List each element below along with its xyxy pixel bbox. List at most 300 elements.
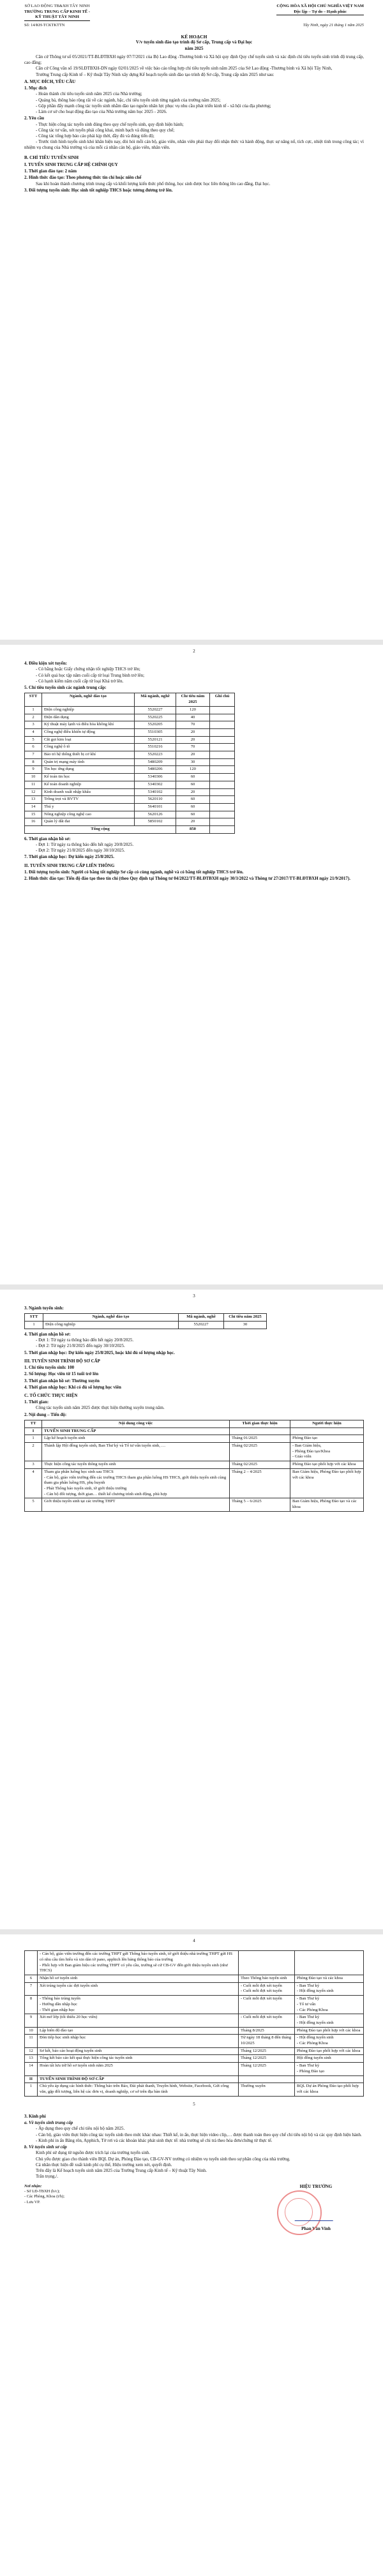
lienthong-table-header — [25, 1314, 267, 1322]
yeu-cau-1: - Thực hiện công tác tuyển sinh đúng theo quy chế tuyển sinh, quy định hiện hành; — [36, 121, 184, 127]
quota-cell-stt: 2 — [25, 714, 42, 721]
c-2-title: 2. Nội dung – Tiến độ: — [24, 1412, 67, 1417]
sc-1: 1. Chỉ tiêu tuyển sinh: 100 — [24, 1365, 75, 1371]
schedule-cell-stt: 3 — [25, 1461, 42, 1469]
schedule-cell-stt: 14 — [25, 2063, 38, 2075]
page-3 — [0, 1290, 383, 1929]
quota-cell-quota: 20 — [176, 736, 210, 744]
table-row — [25, 803, 235, 811]
table-row — [25, 1461, 364, 1469]
quota-th-note: Ghi chú — [210, 693, 235, 706]
schedule-cell-content: - Cán bộ, giáo viên trường đến các trường THPT gửi Thông báo tuyển sinh, tờ giới thiệu nhà trường THPT gửi HS có nhu cầu tìm hiểu và xin dán tờ pano, apphich lên bảng thông báo của trường - Phối hợp với Ban giám hiệu các trường THPT có yêu cầu, trường sẽ cử CB-GV đến giới thiệu tuyển sinh (như THCS) — [38, 1951, 239, 1975]
c-3a-2: - Cán bộ, giáo viên thực hiện công tác tuyển sinh theo mức khác nhau: Thiết kế, in ấn, thực hiện video clip,… được thanh toán theo quy chế chi tiêu nội bộ và các quy định hiện hành. — [36, 2132, 362, 2137]
schedule-cell-time: Tháng 5 – 6/2025 — [230, 1498, 290, 1511]
sch-th-stt: TT — [25, 1420, 42, 1427]
quota-th-code: Mã ngành, nghề — [135, 693, 176, 706]
quota-cell-code: 5340306 — [135, 774, 176, 781]
quota-cell-code: 5520205 — [135, 721, 176, 729]
tc-4-3: - Có hạnh kiểm năm cuối cấp từ loại Khá trở lên. — [36, 678, 124, 684]
lt-cell-name: Điện công nghiệp — [43, 1322, 179, 1329]
page-number-2: 2 — [193, 649, 195, 654]
schedule-cell-time — [230, 1427, 290, 1435]
schedule-cell-content: TUYỂN SINH TRÌNH ĐỘ SƠ CẤP — [38, 2075, 239, 2083]
yeu-cau-title: 2. Yêu cầu — [24, 116, 45, 121]
page-number-5: 5 — [193, 2101, 195, 2107]
table-row — [25, 2047, 364, 2055]
muc-dich-1: - Hoàn thành chỉ tiêu tuyển sinh năm 2025 của Nhà trường; — [36, 91, 142, 97]
subtitle-line2: năm 2025 — [184, 45, 204, 51]
quota-cell-name: Kế toán tin học — [42, 774, 135, 781]
schedule-cell-time: Tháng 02/2025 — [230, 1443, 290, 1461]
schedule-cell-time: Thường xuyên — [239, 2083, 295, 2096]
quota-cell-name: Điện dân dụng — [42, 714, 135, 721]
sch-th-time: Thời gian thực hiện — [230, 1420, 290, 1427]
table-row — [25, 1468, 364, 1498]
lt-4-2: - Đợt 2: Từ ngày 21/8/2025 đến ngày 30/10/2025. — [36, 1343, 125, 1349]
schedule-cell-stt: I — [25, 1427, 42, 1435]
schedule-cell-time: Từ ngày 18 tháng 8 đến tháng 10/2025 — [239, 2035, 295, 2047]
table-row — [25, 751, 235, 759]
doc-number: Số: 14/KH-TCKTKTTN — [24, 23, 65, 28]
closing-2: Trân trọng./. — [36, 2174, 58, 2180]
org-line3: KỸ THUẬT TÂY NINH — [24, 15, 90, 21]
lt-th-quota: Chỉ tiêu năm 2025 — [224, 1314, 267, 1322]
section-b-i: I. TUYỂN SINH TRUNG CẤP HỆ CHÍNH QUY — [24, 162, 118, 167]
schedule-section-row — [25, 1427, 364, 1435]
nation-line2: Độc lập – Tự do – Hạnh phúc — [276, 10, 364, 16]
schedule-cell-stt: II — [25, 2075, 38, 2083]
handwritten-signature — [295, 2209, 338, 2221]
schedule-cell-time: Tháng 12/2025 — [239, 2055, 295, 2063]
table-row — [25, 714, 235, 721]
lt-cell-stt: 1 — [25, 1322, 43, 1329]
table-row — [25, 728, 235, 736]
doc-subtitle — [24, 40, 364, 51]
schedule-cell-content: Hoàn tất lưu trữ hồ sơ tuyển sinh năm 2025 — [38, 2063, 239, 2075]
muc-dich-4: - Làm cơ sở cho hoạt động đào tạo của Nhà trường năm học 2025 - 2026. — [36, 109, 167, 115]
quota-cell-stt: 6 — [25, 744, 42, 751]
lt-th-name: Ngành, nghề đào tạo — [43, 1314, 179, 1322]
quota-cell-name: Thú y — [42, 803, 135, 811]
quota-cell-quota: 20 — [176, 728, 210, 736]
quota-cell-quota: 20 — [176, 751, 210, 759]
tc-1: 1. Thời gian đào tạo: 2 năm — [24, 169, 77, 174]
lt-4-title: 4. Thời gian nhận hồ sơ: — [24, 1331, 71, 1337]
quota-cell-code: 5480209 — [135, 758, 176, 766]
lt-1: 1. Đối tượng tuyển sinh: Người có bằng tốt nghiệp Sơ cấp có cùng ngành, nghề và có bằng tốt nghiệp THCS trở lên. — [24, 869, 244, 875]
quota-cell-stt: 15 — [25, 811, 42, 818]
schedule-cell-stt: 2 — [25, 1443, 42, 1461]
schedule-cell-stt: 12 — [25, 2047, 38, 2055]
recipients-block — [24, 2184, 64, 2232]
place-date: Tây Ninh, ngày 21 tháng 1 năm 2025 — [303, 23, 364, 28]
quota-cell-quota: 70 — [176, 744, 210, 751]
quota-cell-quota: 60 — [176, 796, 210, 804]
quota-cell-code: 5520225 — [135, 714, 176, 721]
schedule-cell-content: - Thông báo trúng tuyển - Hướng dẫn nhập học - Thời gian nhập học — [38, 1996, 239, 2014]
quota-cell-code: 5520121 — [135, 736, 176, 744]
quota-cell-stt: 4 — [25, 728, 42, 736]
quota-cell-name: Trồng trọt và BVTV — [42, 796, 135, 804]
quota-cell-code: 5510216 — [135, 744, 176, 751]
quota-cell-code: 5620126 — [135, 811, 176, 818]
schedule-cell-content: Giới thiệu tuyển sinh tại các trường THPT — [42, 1498, 230, 1511]
table-row — [25, 1996, 364, 2014]
schedule-cell-time — [239, 2075, 295, 2083]
quota-cell-stt: 8 — [25, 758, 42, 766]
lt-cell-code: 5520227 — [179, 1322, 224, 1329]
schedule-cell-time: Tháng 02/2025 — [230, 1461, 290, 1469]
muc-dich-3: - Gộp phần đẩy mạnh công tác tuyển sinh nhằm đào tạo nguồn nhân lực phục vụ nhu cầu phát triển kinh tế - xã hội của địa phương; — [36, 103, 271, 109]
org-line2: TRƯỜNG TRUNG CẤP KINH TẾ - — [24, 9, 91, 14]
schedule-cell-who: - Hội đồng tuyển sinh - Các Phòng/Khoa — [295, 2035, 364, 2047]
table-row — [25, 1982, 364, 1995]
quota-cell-code: 5620110 — [135, 796, 176, 804]
schedule-cell-content: TUYỂN SINH TRUNG CẤP — [42, 1427, 230, 1435]
quota-cell-code: 5480206 — [135, 766, 176, 774]
table-row — [25, 774, 235, 781]
c-3b-title: b. Về tuyển sinh sơ cấp — [24, 2144, 67, 2150]
tc-4-2: - Có kết quả học tập năm cuối cấp từ loại Trung bình trở lên; — [36, 672, 145, 678]
quota-cell-name: Kinh doanh xuất nhập khẩu — [42, 788, 135, 796]
section-c: C. TỔ CHỨC THỰC HIỆN — [24, 1392, 78, 1398]
tc-2: 2. Hình thức đào tạo: Theo phương thức tín chỉ hoặc niên chế — [24, 175, 142, 181]
quota-cell-name: Tin học ứng dụng — [42, 766, 135, 774]
schedule-cell-stt: 1 — [25, 1435, 42, 1443]
schedule-cell-content: Lập kế hoạch tuyển sinh — [42, 1435, 230, 1443]
c-3b-3: Cá nhân thực hiện đề xuất kinh phí cụ thể, Hiệu trưởng xem xét, quyết định. — [36, 2162, 172, 2167]
schedule-cell-time: - Cuối mỗi đợt xét tuyển - Cuối mỗi đợt xét tuyển — [239, 1982, 295, 1995]
tc-7: 7. Thời gian nhập học: Dự kiến ngày 25/8/2025. — [24, 854, 114, 860]
quota-cell-note — [210, 736, 235, 744]
quota-th-stt: STT — [25, 693, 42, 706]
schedule-cell-time: Theo Thông báo tuyển sinh — [239, 1975, 295, 1983]
page-2 — [0, 645, 383, 1284]
closing-1: Trên đây là Kế hoạch tuyển sinh năm 2025 của Trường Trung cấp Kinh tế – Kỹ thuật Tây Ninh. — [36, 2168, 207, 2174]
quota-cell-code: 5510305 — [135, 728, 176, 736]
quota-cell-quota: 60 — [176, 781, 210, 788]
schedule-cell-who: - Ban Thư ký - Hội đồng tuyển sinh — [295, 2014, 364, 2027]
quota-cell-note — [210, 766, 235, 774]
signature-area — [24, 2184, 364, 2232]
schedule-cell-stt: 4 — [25, 1468, 42, 1498]
quota-cell-note — [210, 781, 235, 788]
quota-cell-note — [210, 818, 235, 826]
lt-cell-quota: 30 — [224, 1322, 267, 1329]
schedule-section-row — [25, 2075, 364, 2083]
schedule-body-part2 — [25, 1951, 364, 2096]
table-row — [25, 796, 235, 804]
quota-cell-note — [210, 751, 235, 759]
quota-total-label: Tổng cộng — [25, 826, 176, 834]
recipient-2: - Các Phòng, Khoa (t/h); — [24, 2194, 65, 2199]
lt-4-1: - Đợt 1: Từ ngày ra thông báo đến hết ngày 20/8/2025. — [36, 1337, 134, 1343]
schedule-cell-who: - Ban Thư ký - Hội đồng tuyển sinh — [295, 1982, 364, 1995]
intro-1: Căn cứ Thông tư số 05/2021/TT-BLĐTBXH ngày 07/7/2021 của Bộ Lao động -Thương binh và Xã hội quy định Quy chế tuyển sinh và xác định chỉ tiêu tuyển sinh trình độ trung cấp, cao đẳng; — [24, 54, 364, 66]
quota-cell-note — [210, 721, 235, 729]
schedule-cell-stt: 5 — [25, 1498, 42, 1511]
table-row — [25, 758, 235, 766]
quota-cell-quota: 70 — [176, 721, 210, 729]
schedule-cell-content: Thành lập Hội đồng tuyển sinh, Ban Thư ký và Tổ tư vấn tuyển sinh, … — [42, 1443, 230, 1461]
c-3a-1: - Áp dụng theo quy chế chi tiêu nội bộ năm 2025. — [36, 2126, 125, 2132]
tc-3: 3. Đối tượng tuyển sinh: Học sinh tốt nghiệp THCS hoặc tương đương trở lên. — [24, 187, 173, 193]
schedule-cell-content: Tổng kết báo cáo kết quả thực hiện công tác tuyển sinh — [38, 2055, 239, 2063]
schedule-cell-time: Tháng 12/2025 — [239, 2063, 295, 2075]
table-row — [25, 736, 235, 744]
quota-cell-name: Quản trị mạng máy tính — [42, 758, 135, 766]
yeu-cau-4: - Trước tình hình tuyển sinh khó khăn hiện nay, đòi hỏi mỗi cán bộ, giáo viên, nhân viên phải thay đổi nhận thức và hành động, thực sự năng nổ, tích cực, nhiệt tình trong công tác; vì nhiệm vụ chung của Nhà trường và của mỗi cá nhân cán bộ, giáo viên, nhân viên. — [24, 139, 364, 151]
doc-meta — [24, 23, 364, 28]
tc-6-1: - Đợt 1: Từ ngày ra thông báo đến hết ngày 20/8/2025. — [36, 842, 134, 847]
quota-cell-name: Điện công nghiệp — [42, 706, 135, 714]
lienthong-table — [24, 1313, 267, 1329]
table-row — [25, 2014, 364, 2027]
schedule-cell-stt: 6 — [25, 1975, 38, 1983]
schedule-body-part1 — [25, 1427, 364, 1511]
quota-cell-name: Kế toán doanh nghiệp — [42, 781, 135, 788]
quota-cell-code: 5640101 — [135, 803, 176, 811]
quota-cell-name: Công nghệ ô tô — [42, 744, 135, 751]
schedule-cell-stt: 7 — [25, 1982, 38, 1995]
schedule-cell-content: Chủ yếu áp dụng các hình thức: Thông báo trên Báo, Đài phát thanh, Truyền hình, Website, Facebook, Gửi công văn, gặp đối tượng, liên hệ các đơn vị, doanh nghiệp, cơ sở trên địa bàn tỉnh — [38, 2083, 239, 2096]
schedule-cell-stt: 13 — [25, 2055, 38, 2063]
c-3a-title: a. Về tuyển sinh trung cấp — [24, 2120, 73, 2126]
quota-th-quota: Chỉ tiêu năm 2025 — [176, 693, 210, 706]
c-3-title: 3. Kinh phí — [24, 2113, 46, 2119]
quota-cell-stt: 12 — [25, 788, 42, 796]
schedule-cell-stt — [25, 1951, 38, 1975]
quota-cell-note — [210, 714, 235, 721]
yeu-cau-3: - Công tác tổng hợp báo cáo phải kịp thời, đầy đủ và đúng tiến độ; — [36, 133, 154, 139]
table-row — [25, 1498, 364, 1511]
signer-block — [268, 2184, 364, 2232]
schedule-cell-who — [295, 2075, 364, 2083]
c-3a-3: - Kinh phí in ấn Băng rôn, Apphich, Tờ rơi và các khoản khác phát sinh thực tế: nhà trường sẽ chi trả theo hóa đơn/chứng từ thực tế. — [36, 2137, 273, 2143]
schedule-cell-who: Phòng Đào tạo phối hợp với các khoa — [295, 2027, 364, 2035]
quota-cell-note — [210, 774, 235, 781]
table-row — [25, 766, 235, 774]
quota-cell-name: Quản lý đất đai — [42, 818, 135, 826]
quota-total-value: 850 — [176, 826, 210, 834]
org-block — [24, 4, 90, 21]
quota-cell-note — [210, 728, 235, 736]
quota-cell-stt: 7 — [25, 751, 42, 759]
section-b: B. CHỈ TIÊU TUYỂN SINH — [24, 154, 79, 160]
schedule-cell-who — [295, 1951, 364, 1975]
table-row — [25, 706, 235, 714]
tc-2-desc: Sau khi hoàn thành chương trình trung cấp và khối lượng kiến thức phổ thông, học sinh được học liên thông lên cao đẳng, Đại học. — [36, 181, 271, 186]
schedule-cell-who: Phòng Đào tạo và các khoa — [295, 1975, 364, 1983]
sch-th-who: Người thực hiện — [290, 1420, 364, 1427]
quota-cell-name: Bảo trì hệ thống thiết bị cơ khí — [42, 751, 135, 759]
tc-6-title: 6. Thời gian nhận hồ sơ: — [24, 836, 71, 841]
lt-th-stt: STT — [25, 1314, 43, 1322]
quota-cell-note — [210, 811, 235, 818]
quota-cell-note — [210, 803, 235, 811]
quota-table — [24, 693, 235, 833]
lt-th-code: Mã ngành, nghề — [179, 1314, 224, 1322]
quota-cell-name: Cắt gọt kim loại — [42, 736, 135, 744]
signer-name: Phan Văn Vinh — [301, 2226, 331, 2231]
schedule-table-part1 — [24, 1420, 364, 1512]
schedule-cell-who: BQL Dự án Phòng Đào tạo phối hợp với các khoa — [295, 2083, 364, 2096]
section-iii: III. TUYỂN SINH TRÌNH ĐỘ SƠ CẤP — [24, 1358, 100, 1364]
quota-cell-stt: 9 — [25, 766, 42, 774]
lt-2: 2. Hình thức đào tạo: Tiến độ đào tạo theo tín chỉ (theo Quy định tại Thông tư 04/2022/TT-BLĐTBXH ngày 30/3/2022 và Thông tư 27/2017/TT-BLĐTBXH ngày 21/9/2017). — [24, 876, 350, 882]
quota-cell-quota: 120 — [176, 706, 210, 714]
section-a: A. MỤC ĐÍCH, YÊU CẦU — [24, 79, 76, 84]
quota-cell-code: 5850102 — [135, 818, 176, 826]
schedule-cell-stt: 1 — [25, 2083, 38, 2096]
c-3b-2: Chủ yếu được giao cho thành viên BQL Dự án, Phòng Đào tạo, CB-GV-NV trường có nhiệm vụ tuyển sinh theo sự phân công của nhà trường. — [36, 2156, 290, 2162]
schedule-cell-who: Phòng Đào tạo — [290, 1435, 364, 1443]
page-1 — [0, 0, 383, 640]
recipient-1: - Sở LĐ-TBXH (b/c); — [24, 2188, 60, 2194]
page-number-3: 3 — [193, 1293, 195, 1299]
org-line1: SỞ LAO ĐỘNG TB&XH TÂY NINH — [24, 4, 90, 8]
table-row — [25, 721, 235, 729]
schedule-cell-content: Thực hiện công tác tuyển thông tuyển sinh — [42, 1461, 230, 1469]
quota-cell-quota: 60 — [176, 774, 210, 781]
sc-3: 3. Thời gian nhận hồ sơ: Thường xuyên — [24, 1378, 100, 1383]
quota-cell-note — [210, 706, 235, 714]
schedule-cell-content: Lập biên độ đào tạo — [38, 2027, 239, 2035]
schedule-cell-who: Phòng Đào tạo phối hợp với các khoa — [290, 1461, 364, 1469]
table-row — [25, 744, 235, 751]
quota-total-row — [25, 826, 235, 834]
schedule-cell-stt: 10 — [25, 2027, 38, 2035]
muc-dich-2: - Quảng bá, thông báo rộng rãi về các ngành, bậc, chỉ tiêu tuyển sinh từng ngành của trường năm 2025; — [36, 97, 221, 103]
sch-th-content: Nội dung công việc — [42, 1420, 230, 1427]
table-row — [25, 811, 235, 818]
schedule-cell-who: Ban Giám hiệu, Phòng Đào tạo phối hợp với các khoa — [290, 1468, 364, 1498]
schedule-cell-stt: 9 — [25, 2014, 38, 2027]
schedule-cell-content: Xét mở lớp (tối thiểu 20 học viên) — [38, 2014, 239, 2027]
quota-cell-code: 5340302 — [135, 781, 176, 788]
quota-cell-code: 5520227 — [135, 706, 176, 714]
tc-4-title: 4. Điều kiện xét tuyển: — [24, 661, 68, 667]
schedule-table-part2 — [24, 1950, 364, 2096]
table-row — [25, 2055, 364, 2063]
quota-cell-stt: 13 — [25, 796, 42, 804]
schedule-cell-time: Tháng 01/2025 — [230, 1435, 290, 1443]
schedule-cell-time: - Cuối mỗi đợt xét tuyển — [239, 1996, 295, 2014]
quota-cell-code: 5520223 — [135, 751, 176, 759]
quota-cell-quota: 30 — [176, 758, 210, 766]
quota-cell-name: Kỹ thuật máy lạnh và điều hòa không khí — [42, 721, 135, 729]
schedule-cell-who: Ban Giám hiệu, Phòng Đào tạo và các khoa — [290, 1498, 364, 1511]
schedule-cell-who: - Ban Thư ký - Phòng Đào tạo — [295, 2063, 364, 2075]
muc-dich-title: 1. Mục đích — [24, 86, 47, 91]
quota-table-header — [25, 693, 235, 706]
nation-block — [276, 4, 364, 21]
quota-cell-code: 5340102 — [135, 788, 176, 796]
quota-cell-stt: 11 — [25, 781, 42, 788]
sc-2: 2. Số lượng: Học viên từ 15 tuổi trở lên — [24, 1371, 99, 1377]
lt-3-title: 3. Ngành tuyển sinh: — [24, 1306, 64, 1311]
c-1: Công tác tuyển sinh năm 2025 được thực hiện thường xuyên trong năm. — [36, 1405, 165, 1411]
table-row — [25, 1951, 364, 1975]
quota-cell-stt: 5 — [25, 736, 42, 744]
schedule-table-header — [25, 1420, 364, 1427]
table-row — [25, 1322, 267, 1329]
page-4 — [0, 1934, 383, 2576]
table-row — [25, 1435, 364, 1443]
quota-cell-stt: 16 — [25, 818, 42, 826]
tc-4-1: - Có bằng hoặc Giấy chứng nhận tốt nghiệp THCS trở lên; — [36, 667, 140, 672]
lt-5: 5. Thời gian nhập học: Dự kiến ngày 25/8/2025, hoặc khi đủ số lượng nhập học. — [24, 1350, 175, 1355]
table-row — [25, 1975, 364, 1983]
tc-5-title: 5. Chỉ tiêu tuyển sinh các ngành trung cấp: — [24, 685, 107, 691]
quota-cell-note — [210, 758, 235, 766]
schedule-cell-time: - Cuối mỗi đợt xét tuyển — [239, 2014, 295, 2027]
signer-title: HIỆU TRƯỞNG — [299, 2183, 333, 2189]
c-1-title: 1. Thời gian: — [24, 1399, 49, 1405]
schedule-cell-who: Phòng Đào tạo phối hợp với các khoa — [295, 2047, 364, 2055]
quota-cell-quota: 40 — [176, 714, 210, 721]
schedule-cell-who: - Ban Thư ký - Tổ tư vấn - Các Phòng/Khoa — [295, 1996, 364, 2014]
yeu-cau-2: - Công tác tư vấn, xét tuyển phải công khai, minh bạch và đúng theo quy chế; — [36, 127, 175, 133]
c-3b-1: Kinh phí sử dụng từ nguồn được trích lại của trường tuyển sinh. — [36, 2150, 151, 2156]
schedule-cell-time: Tháng 12/2025 — [239, 2047, 295, 2055]
quota-cell-stt: 3 — [25, 721, 42, 729]
page-number-4: 4 — [193, 1938, 195, 1943]
schedule-cell-content: Xét trúng tuyển các đợt tuyển sinh — [38, 1982, 239, 1995]
sc-4: 4. Thời gian nhập học: Khi có đủ số lượng học viên — [24, 1384, 121, 1390]
intro-2: Căn cứ Công văn số 19/SLĐTBXH-DN ngày 02/01/2025 về việc báo cáo tổng hợp chỉ tiêu tuyển sinh năm 2025 của Sở Lao động -Thương binh và Xã hội Tây Ninh, — [36, 66, 333, 72]
quota-cell-stt: 10 — [25, 774, 42, 781]
schedule-cell-time: Tháng 2 – 4/2025 — [230, 1468, 290, 1498]
table-row — [25, 2063, 364, 2075]
table-row — [25, 818, 235, 826]
tc-6-2: - Đợt 2: Từ ngày 21/8/2025 đến ngày 30/10/2025. — [36, 848, 125, 854]
table-row — [25, 781, 235, 788]
quota-table-body — [25, 706, 235, 825]
table-row — [25, 2083, 364, 2096]
schedule-cell-time: Tháng 8/2025 — [239, 2027, 295, 2035]
schedule-cell-stt: 8 — [25, 1996, 38, 2014]
quota-cell-note — [210, 796, 235, 804]
quota-cell-quota: 20 — [176, 788, 210, 796]
recipient-3: - Lưu VP. — [24, 2199, 40, 2204]
document-header — [24, 4, 364, 21]
quota-cell-note — [210, 788, 235, 796]
schedule-cell-stt: 11 — [25, 2035, 38, 2047]
nation-line1: CỘNG HÒA XÃ HỘI CHỦ NGHĨA VIỆT NAM — [276, 4, 364, 8]
quota-cell-name: Công nghệ điều khiển tự động — [42, 728, 135, 736]
schedule-cell-content: Sơ kết, báo cáo hoạt động tuyển sinh — [38, 2047, 239, 2055]
schedule-cell-who — [290, 1427, 364, 1435]
table-row — [25, 2027, 364, 2035]
quota-cell-quota: 60 — [176, 811, 210, 818]
schedule-cell-content: Tham gia phân luồng học sinh sau THCS - Cán bộ, giáo viên trường đến các trường THCS tham gia phân luồng HS THCS, giới thiệu tuyển sinh cùng tham gia phân luồng HS, phụ huynh - Phát Thông báo tuyển sinh, tờ giới thiệu trường - Cán bộ đối tượng, thời gian… thiết kế chương trình sinh động, phù hợp — [42, 1468, 230, 1498]
quota-th-name: Ngành, nghề đào tạo — [42, 693, 135, 706]
quota-cell-quota: 20 — [176, 818, 210, 826]
table-row — [25, 788, 235, 796]
schedule-cell-time — [239, 1951, 295, 1975]
subtitle-line1: V/v tuyển sinh đào tạo trình độ Sơ cấp, Trung cấp và Đại học — [135, 40, 253, 45]
schedule-cell-content: Đón tiếp học sinh nhập học — [38, 2035, 239, 2047]
table-row — [25, 1443, 364, 1461]
section-ii: II. TUYỂN SINH TRUNG CẤP LIÊN THÔNG — [24, 862, 115, 868]
quota-cell-quota: 120 — [176, 766, 210, 774]
schedule-cell-content: Nhận hồ sơ tuyển sinh — [38, 1975, 239, 1983]
quota-cell-stt: 1 — [25, 706, 42, 714]
quota-cell-stt: 14 — [25, 803, 42, 811]
doc-title: KẾ HOẠCH — [181, 33, 207, 40]
schedule-cell-who: - Ban Giám hiệu, - Phòng Đào tạo/Khoa - Giáo viên — [290, 1443, 364, 1461]
